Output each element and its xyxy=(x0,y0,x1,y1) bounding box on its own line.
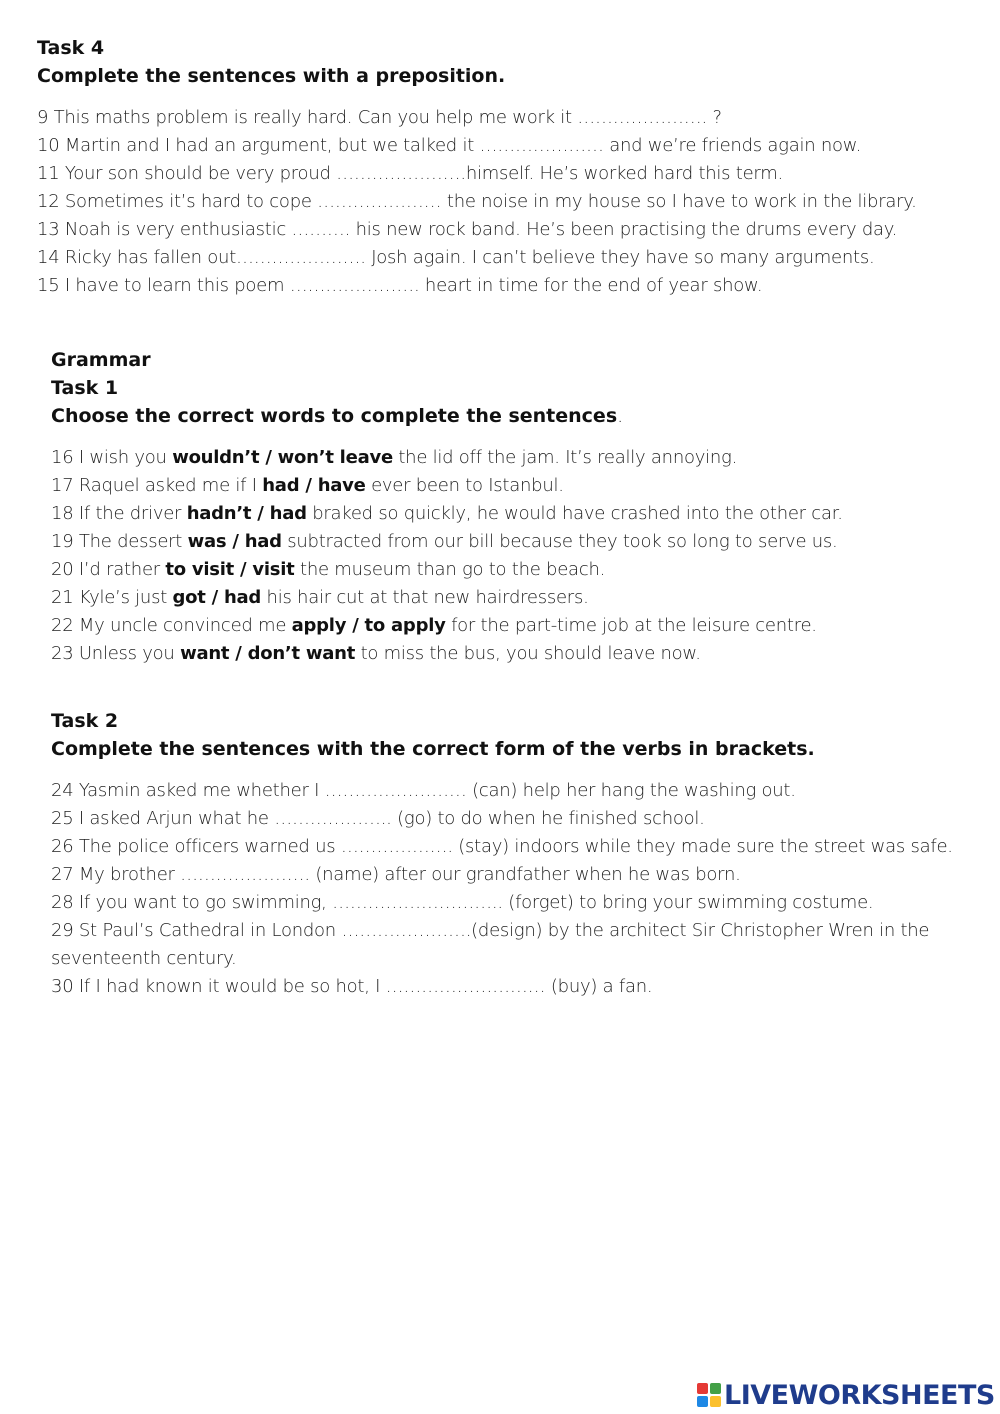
liveworksheets-logo xyxy=(697,1377,995,1413)
sentence-text: braked so quickly, he would have crashed into the other car. xyxy=(306,503,843,524)
sentence-line xyxy=(37,244,917,272)
sentence-line xyxy=(51,528,843,556)
answer-options: got / had xyxy=(172,587,262,608)
sentence-line xyxy=(37,216,917,244)
sentence-line xyxy=(51,777,953,805)
sentence-text: 13 Noah is very enthusiastic ………. his new rock band. He’s been practising the drums every day. xyxy=(37,219,898,240)
sentence-line xyxy=(51,556,843,584)
logo-square-yellow xyxy=(710,1396,721,1407)
sentence-line xyxy=(51,861,953,889)
sentence-line xyxy=(51,833,953,861)
sentence-text: 28 If you want to go swimming, ……………………….. (forget) to bring your swimming costume. xyxy=(51,892,874,913)
task4-sentence-list xyxy=(37,104,917,300)
task1-title: Task 1 xyxy=(51,377,119,399)
logo-square-green xyxy=(710,1383,721,1394)
task4-instruction: Complete the sentences with a preposition. xyxy=(37,65,506,87)
task1-sentence-list xyxy=(51,444,843,668)
sentence-text: 24 Yasmin asked me whether I …………………… (can) help her hang the washing out. xyxy=(51,780,796,801)
sentence-line xyxy=(51,973,953,1001)
sentence-text: 19 The dessert xyxy=(51,531,188,552)
sentence-line xyxy=(51,584,843,612)
sentence-text: 17 Raquel asked me if I xyxy=(51,475,263,496)
sentence-line xyxy=(51,444,843,472)
task4-section xyxy=(37,34,917,300)
answer-options: had / have xyxy=(262,475,366,496)
sentence-text: 16 I wish you xyxy=(51,447,173,468)
sentence-text: seventeenth century. xyxy=(51,948,237,969)
sentence-line xyxy=(51,472,843,500)
answer-options: to visit / visit xyxy=(165,559,295,580)
sentence-text: the museum than go to the beach. xyxy=(294,559,606,580)
sentence-text: 20 I’d rather xyxy=(51,559,166,580)
task2-sentence-list xyxy=(51,777,953,1001)
sentence-text: 14 Ricky has fallen out…………………. Josh again. I can’t believe they have so many arguments. xyxy=(37,247,875,268)
task2-section xyxy=(51,707,953,1001)
sentence-line xyxy=(37,160,917,188)
sentence-line xyxy=(51,945,953,973)
sentence-text: to miss the bus, you should leave now. xyxy=(355,643,701,664)
sentence-text: 27 My brother …………………. (name) after our grandfather when he was born. xyxy=(51,864,741,885)
task2-title: Task 2 xyxy=(51,710,119,732)
sentence-line xyxy=(37,104,917,132)
sentence-text: ever been to Istanbul. xyxy=(365,475,564,496)
sentence-text: 18 If the driver xyxy=(51,503,187,524)
grammar-section xyxy=(51,346,843,668)
sentence-text: for the part-time job at the leisure centre. xyxy=(445,615,817,636)
answer-options: apply / to apply xyxy=(291,615,446,636)
sentence-text: 21 Kyle’s just xyxy=(51,587,173,608)
logo-square-blue xyxy=(697,1396,708,1407)
sentence-line xyxy=(51,889,953,917)
sentence-text: 22 My uncle convinced me xyxy=(51,615,292,636)
sentence-text: 9 This maths problem is really hard. Can you help me work it …………………. ? xyxy=(37,107,722,128)
logo-square-red xyxy=(697,1383,708,1394)
task1-instruction: Choose the correct words to complete the sentences. xyxy=(51,405,624,427)
answer-options: want / don’t want xyxy=(180,643,356,664)
sentence-line xyxy=(51,917,953,945)
sentence-text: his hair cut at that new hairdressers. xyxy=(261,587,589,608)
sentence-text: the lid off the jam. It’s really annoying. xyxy=(392,447,738,468)
task2-instruction: Complete the sentences with the correct form of the verbs in brackets. xyxy=(51,738,815,760)
sentence-text: 29 St Paul’s Cathedral in London ………………….(design) by the architect Sir Christopher Wren in the xyxy=(51,920,930,941)
answer-options: was / had xyxy=(187,531,282,552)
sentence-text: 23 Unless you xyxy=(51,643,181,664)
answer-options: wouldn’t / won’t leave xyxy=(172,447,393,468)
sentence-line xyxy=(37,272,917,300)
grammar-heading: Grammar xyxy=(51,349,151,371)
sentence-line xyxy=(37,188,917,216)
liveworksheets-logo-icon xyxy=(697,1383,721,1407)
sentence-text: 30 If I had known it would be so hot, I ……………………… (buy) a fan. xyxy=(51,976,653,997)
sentence-text: 26 The police officers warned us ………………. (stay) indoors while they made sure the street was safe. xyxy=(51,836,953,857)
sentence-text: 11 Your son should be very proud ………………….himself. He’s worked hard this term. xyxy=(37,163,783,184)
task4-title: Task 4 xyxy=(37,37,105,59)
sentence-text: 25 I asked Arjun what he ……………….. (go) to do when he finished school. xyxy=(51,808,705,829)
sentence-text: subtracted from our bill because they took so long to serve us. xyxy=(281,531,838,552)
sentence-text: 15 I have to learn this poem …………………. heart in time for the end of year show. xyxy=(37,275,763,296)
sentence-line xyxy=(37,132,917,160)
answer-options: hadn’t / had xyxy=(186,503,307,524)
logo-text: LIVEWORKSHEETS xyxy=(724,1379,995,1411)
sentence-line xyxy=(51,612,843,640)
sentence-line xyxy=(51,640,843,668)
sentence-line xyxy=(51,500,843,528)
sentence-text: 12 Sometimes it’s hard to cope ………………… the noise in my house so I have to work in the library. xyxy=(37,191,917,212)
sentence-text: 10 Martin and I had an argument, but we talked it ………………… and we’re friends again now. xyxy=(37,135,862,156)
sentence-line xyxy=(51,805,953,833)
